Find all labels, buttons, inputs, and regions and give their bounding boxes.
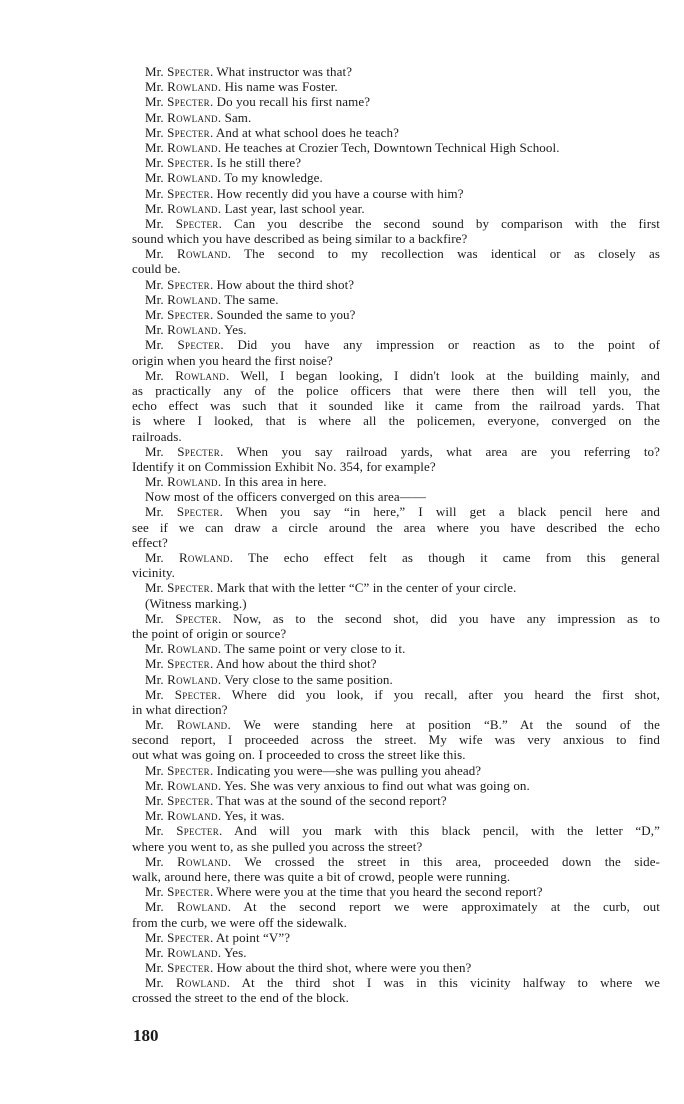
- line-text: When you say railroad yards, what area are you referring to?: [236, 443, 660, 459]
- text-line: Mr. Specter. Mark that with the letter “C” in the center of your circle.: [145, 580, 517, 596]
- testimony-paragraph: [132, 899, 660, 929]
- line-text: Sounded the same to you?: [216, 307, 356, 322]
- speaker-prefix: Mr.: [145, 79, 164, 95]
- speaker-name: Specter: [167, 762, 210, 778]
- line-text: Identify it on Commission Exhibit No. 354, for example?: [132, 458, 436, 474]
- speaker-prefix: Mr.: [145, 762, 164, 778]
- speaker-name: Specter: [167, 929, 210, 945]
- text-line: Mr. Rowland. Yes, it was.: [145, 808, 285, 824]
- text-line: Mr. Specter. Can you describe the second sound by comparison with the first: [145, 215, 660, 231]
- text-line: [132, 565, 660, 580]
- speaker-name: Rowland: [175, 367, 226, 383]
- line-text: echo effect was such that it sounded like it came from the railroad yards. That: [132, 398, 660, 414]
- speaker-prefix: Mr.: [145, 246, 164, 262]
- speaker-prefix: Mr.: [145, 550, 164, 565]
- testimony-paragraph: [132, 474, 660, 489]
- speaker-name: Specter: [167, 185, 210, 201]
- line-text: the point of origin or source?: [132, 625, 287, 641]
- speaker-prefix: Mr.: [145, 808, 164, 824]
- line-text: Last year, last school year.: [224, 200, 365, 216]
- line-text: Very close to the same position.: [224, 671, 393, 687]
- text-line: Mr. Rowland. Sam.: [145, 109, 252, 125]
- speaker-prefix: Mr.: [145, 899, 164, 915]
- testimony-paragraph: [132, 337, 660, 367]
- line-text: vicinity.: [132, 565, 176, 581]
- line-text: effect?: [132, 534, 168, 550]
- text-line: Mr. Rowland. Yes. She was very anxious to find out what was going on.: [145, 777, 530, 793]
- testimony-paragraph: [132, 930, 660, 945]
- text-line: Mr. Specter. Where did you look, if you recall, after you heard the first shot,: [145, 686, 660, 702]
- speaker-name: Specter: [177, 337, 221, 353]
- testimony-paragraph: [132, 823, 660, 853]
- speaker-prefix: Mr.: [145, 200, 164, 216]
- text-line: Mr. Rowland. The second to my recollection was identical or as closely as: [145, 246, 660, 262]
- line-text: Yes.: [224, 944, 247, 960]
- text-line: Mr. Specter. And at what school does he teach?: [145, 124, 399, 140]
- speaker-prefix: Mr.: [145, 610, 164, 626]
- testimony-paragraph: [132, 292, 660, 307]
- line-text: Can you describe the second sound by comparison with the first: [234, 215, 660, 231]
- speaker-name: Specter: [167, 884, 210, 900]
- testimony-paragraph: [132, 854, 660, 884]
- text-line: [132, 353, 660, 368]
- speaker-name: Rowland: [167, 944, 218, 960]
- speaker-prefix: Mr.: [145, 109, 164, 125]
- testimony-paragraph: [132, 611, 660, 641]
- speaker-name: Specter: [167, 960, 210, 976]
- text-line: Mr. Specter. At point “V”?: [145, 929, 291, 945]
- line-text: In this area in here.: [224, 474, 327, 490]
- speaker-name: Specter: [167, 276, 210, 292]
- testimony-paragraph: [132, 489, 660, 504]
- text-line: [132, 732, 660, 747]
- speaker-prefix: Mr.: [145, 322, 164, 338]
- text-line: Mr. Rowland. Very close to the same position.: [145, 671, 393, 687]
- line-text: When you say “in here,” I will get a black pencil here and: [235, 504, 660, 520]
- text-line: [132, 535, 660, 550]
- testimony-paragraph: [132, 580, 660, 595]
- text-line: Mr. Rowland. Last year, last school year.: [145, 200, 365, 216]
- text-line: Mr. Rowland. To my knowledge.: [145, 170, 323, 186]
- speaker-prefix: Mr.: [145, 853, 164, 869]
- speaker-name: Specter: [167, 656, 210, 672]
- line-text: And how about the third shot?: [215, 656, 377, 672]
- speaker-prefix: Mr.: [145, 975, 164, 991]
- line-text: Yes, it was.: [224, 808, 285, 824]
- line-text: (Witness marking.): [145, 595, 247, 611]
- testimony-paragraph: [132, 277, 660, 292]
- testimony-paragraph: [132, 79, 660, 94]
- speaker-name: Specter: [167, 793, 210, 808]
- text-line: Mr. Rowland. At the third shot I was in this vicinity halfway to where we: [145, 975, 660, 991]
- line-text: The second to my recollection was identical or as closely as: [244, 246, 660, 262]
- speaker-name: Specter: [175, 215, 219, 231]
- speaker-prefix: Mr.: [145, 337, 164, 353]
- speaker-name: Rowland: [167, 170, 218, 186]
- line-text: That was at the sound of the second report?: [216, 793, 447, 808]
- testimony-paragraph: [132, 596, 660, 611]
- testimony-paragraph: [132, 216, 660, 246]
- speaker-name: Rowland: [167, 671, 218, 687]
- text-line: Mr. Rowland. Yes.: [145, 944, 247, 960]
- speaker-name: Rowland: [167, 139, 218, 155]
- text-line: [132, 413, 660, 428]
- line-text: We crossed the street in this area, proceeded down the side-: [244, 853, 660, 869]
- speaker-name: Rowland: [167, 322, 218, 338]
- testimony-paragraph: [132, 110, 660, 125]
- speaker-prefix: Mr.: [145, 671, 164, 687]
- text-line: Mr. Specter. Now, as to the second shot, did you have any impression as to: [145, 610, 660, 626]
- line-text: Yes. She was very anxious to find out what was going on.: [224, 777, 530, 793]
- line-text: Do you recall his first name?: [216, 94, 371, 110]
- text-line: Mr. Specter. Is he still there?: [145, 155, 302, 171]
- speaker-prefix: Mr.: [145, 944, 164, 960]
- speaker-prefix: Mr.: [145, 139, 164, 155]
- testimony-paragraph: [132, 444, 660, 474]
- text-line: [132, 231, 660, 246]
- text-line: [132, 869, 660, 884]
- line-text: The same.: [224, 291, 279, 307]
- line-text: How about the third shot?: [216, 276, 355, 292]
- line-text: We were standing here at position “B.” At the sound of the: [243, 717, 660, 733]
- line-text: What instructor was that?: [216, 64, 353, 79]
- line-text: see if we can draw a circle around the area where you have described the echo: [132, 519, 660, 535]
- text-line: Mr. Rowland. Well, I began looking, I didn't look at the building mainly, and: [145, 367, 660, 383]
- testimony-paragraph: [132, 550, 660, 580]
- text-line: [132, 398, 660, 413]
- speaker-name: Specter: [175, 610, 219, 626]
- line-text: At the second report we were approximately at the curb, out: [243, 899, 660, 915]
- text-line: Mr. Rowland. At the second report we were approximately at the curb, out: [145, 899, 660, 915]
- line-text: from the curb, we were off the sidewalk.: [132, 914, 347, 930]
- line-text: Yes.: [224, 322, 247, 338]
- line-text: How about the third shot, where were you then?: [216, 960, 472, 976]
- line-text: out what was going on. I proceeded to cross the street like this.: [132, 747, 466, 763]
- speaker-name: Rowland: [167, 291, 218, 307]
- testimony-paragraph: [132, 884, 660, 899]
- text-line: Mr. Specter. Sounded the same to you?: [145, 307, 356, 322]
- text-line: Mr. Rowland. The same point or very close to it.: [145, 641, 406, 657]
- testimony-paragraph: [132, 186, 660, 201]
- text-line: Mr. Rowland. We crossed the street in this area, proceeded down the side-: [145, 853, 660, 869]
- speaker-name: Specter: [167, 307, 210, 322]
- text-line: [132, 747, 660, 762]
- text-line: Mr. Specter. What instructor was that?: [145, 64, 353, 79]
- line-text: The echo effect felt as though it came from this general: [248, 550, 660, 565]
- text-line: [132, 839, 660, 854]
- line-text: Now most of the officers converged on this area——: [145, 489, 426, 505]
- page-number: 180: [133, 1026, 159, 1045]
- line-text: is where I looked, that is where all the policemen, everyone, converged on the: [132, 413, 660, 429]
- speaker-name: Rowland: [175, 975, 227, 991]
- line-text: Sam.: [224, 109, 252, 125]
- text-line: Mr. Specter. When you say “in here,” I will get a black pencil here and: [145, 504, 660, 520]
- line-text: At the third shot I was in this vicinity halfway to where we: [241, 975, 660, 991]
- testimony-paragraph: [132, 672, 660, 687]
- line-text: Indicating you were—she was pulling you ahead?: [216, 762, 482, 778]
- line-text: The same point or very close to it.: [224, 641, 406, 657]
- text-line: [132, 429, 660, 444]
- testimony-paragraph: [132, 94, 660, 109]
- text-line: Mr. Specter. How about the third shot?: [145, 276, 355, 292]
- text-line: Mr. Specter. Do you recall his first name?: [145, 94, 371, 110]
- speaker-name: Rowland: [167, 641, 218, 657]
- text-line: [132, 702, 660, 717]
- text-line: [132, 990, 660, 1005]
- speaker-prefix: Mr.: [145, 777, 164, 793]
- testimony-paragraph: [132, 322, 660, 337]
- speaker-prefix: Mr.: [145, 686, 164, 702]
- speaker-name: Specter: [176, 823, 220, 839]
- speaker-name: Rowland: [167, 200, 218, 216]
- testimony-paragraph: [132, 368, 660, 444]
- line-text: Where did you look, if you recall, after you heard the first shot,: [231, 686, 660, 702]
- text-line: [132, 383, 660, 398]
- speaker-prefix: Mr.: [145, 215, 164, 231]
- line-text: origin when you heard the first noise?: [132, 352, 333, 368]
- speaker-prefix: Mr.: [145, 641, 164, 657]
- speaker-name: Specter: [167, 94, 210, 110]
- speaker-prefix: Mr.: [145, 717, 164, 733]
- text-line: Mr. Rowland. Yes.: [145, 322, 247, 338]
- speaker-name: Specter: [176, 504, 220, 520]
- speaker-name: Rowland: [176, 899, 228, 915]
- speaker-prefix: Mr.: [145, 124, 164, 140]
- line-text: He teaches at Crozier Tech, Downtown Technical High School.: [224, 139, 560, 155]
- speaker-prefix: Mr.: [145, 504, 164, 520]
- line-text: Mark that with the letter “C” in the center of your circle.: [216, 580, 517, 596]
- text-line: Mr. Specter. And will you mark with this black pencil, with the letter “D,”: [145, 823, 660, 839]
- text-line: [132, 520, 660, 535]
- testimony-paragraph: [132, 641, 660, 656]
- line-text: And at what school does he teach?: [215, 124, 399, 140]
- text-line: [132, 915, 660, 930]
- testimony-paragraph: [132, 717, 660, 763]
- testimony-paragraph: [132, 155, 660, 170]
- speaker-prefix: Mr.: [145, 443, 164, 459]
- text-line: Mr. Specter. Indicating you were—she was pulling you ahead?: [145, 762, 482, 778]
- text-line: Mr. Specter. And how about the third shot?: [145, 656, 377, 672]
- speaker-prefix: Mr.: [145, 793, 164, 808]
- text-line: Mr. Specter. How about the third shot, where were you then?: [145, 960, 472, 976]
- testimony-paragraph: [132, 656, 660, 671]
- speaker-prefix: Mr.: [145, 291, 164, 307]
- testimony-paragraph: [132, 778, 660, 793]
- text-line: Mr. Specter. Where were you at the time that you heard the second report?: [145, 884, 543, 900]
- testimony-paragraph: [132, 307, 660, 322]
- speaker-prefix: Mr.: [145, 580, 164, 596]
- speaker-prefix: Mr.: [145, 960, 164, 976]
- testimony-paragraph: [132, 125, 660, 140]
- speaker-prefix: Mr.: [145, 170, 164, 186]
- line-text: At point “V”?: [215, 929, 291, 945]
- line-text: in what direction?: [132, 701, 228, 717]
- speaker-prefix: Mr.: [145, 367, 164, 383]
- speaker-prefix: Mr.: [145, 474, 164, 490]
- text-line: [132, 489, 660, 504]
- testimony-paragraph: [132, 687, 660, 717]
- line-text: Did you have any impression or reaction as to the point of: [237, 337, 660, 353]
- line-text: And will you mark with this black pencil, with the letter “D,”: [234, 823, 660, 839]
- text-line: [132, 596, 660, 611]
- testimony-paragraph: [132, 246, 660, 276]
- speaker-name: Rowland: [177, 853, 228, 869]
- text-line: [132, 459, 660, 474]
- testimony-paragraph: [132, 64, 660, 79]
- line-text: where you went to, as she pulled you across the street?: [132, 838, 423, 854]
- testimony-paragraph: [132, 504, 660, 550]
- text-line: Mr. Rowland. The echo effect felt as though it came from this general: [145, 550, 660, 565]
- line-text: Now, as to the second shot, did you have any impression as to: [233, 610, 660, 626]
- text-line: Mr. Rowland. The same.: [145, 291, 279, 307]
- text-line: Mr. Rowland. We were standing here at position “B.” At the sound of the: [145, 717, 660, 733]
- line-text: Is he still there?: [216, 155, 302, 171]
- testimony-paragraph: [132, 975, 660, 1005]
- line-text: railroads.: [132, 428, 182, 444]
- speaker-prefix: Mr.: [145, 155, 164, 171]
- speaker-name: Specter: [177, 443, 221, 459]
- line-text: Well, I began looking, I didn't look at the building mainly, and: [240, 367, 660, 383]
- testimony-paragraph: [132, 140, 660, 155]
- text-line: Mr. Rowland. His name was Foster.: [145, 79, 338, 95]
- text-line: Mr. Specter. Did you have any impression or reaction as to the point of: [145, 337, 660, 353]
- text-line: [132, 626, 660, 641]
- transcript-body: [132, 64, 660, 1006]
- speaker-name: Rowland: [167, 109, 218, 125]
- line-text: crossed the street to the end of the block.: [132, 990, 349, 1006]
- testimony-paragraph: [132, 808, 660, 823]
- speaker-prefix: Mr.: [145, 307, 164, 322]
- speaker-prefix: Mr.: [145, 185, 164, 201]
- speaker-name: Rowland: [167, 79, 218, 95]
- testimony-paragraph: [132, 201, 660, 216]
- speaker-prefix: Mr.: [145, 656, 164, 672]
- speaker-name: Specter: [167, 64, 210, 79]
- text-line: Mr. Rowland. In this area in here.: [145, 474, 327, 490]
- speaker-name: Specter: [167, 580, 210, 596]
- speaker-prefix: Mr.: [145, 64, 164, 79]
- line-text: walk, around here, there was quite a bit of crowd, people were running.: [132, 868, 511, 884]
- speaker-name: Rowland: [167, 474, 218, 490]
- line-text: sound which you have described as being similar to a backfire?: [132, 231, 468, 247]
- speaker-prefix: Mr.: [145, 276, 164, 292]
- speaker-prefix: Mr.: [145, 884, 164, 900]
- line-text: To my knowledge.: [224, 170, 323, 186]
- text-line: Mr. Specter. How recently did you have a course with him?: [145, 185, 464, 201]
- line-text: His name was Foster.: [224, 79, 338, 95]
- text-line: Mr. Specter. When you say railroad yards, what area are you referring to?: [145, 443, 660, 459]
- speaker-name: Rowland: [178, 550, 230, 565]
- text-line: [132, 261, 660, 276]
- text-line: Mr. Specter. That was at the sound of the second report?: [145, 793, 447, 808]
- line-text: second report, I proceeded across the street. My wife was very anxious to find: [132, 732, 660, 748]
- testimony-paragraph: [132, 945, 660, 960]
- testimony-paragraph: [132, 763, 660, 778]
- line-text: as practically any of the police officers that were there then will tell you, the: [132, 382, 660, 398]
- testimony-paragraph: [132, 793, 660, 808]
- speaker-name: Rowland: [176, 246, 228, 262]
- speaker-prefix: Mr.: [145, 823, 164, 839]
- testimony-paragraph: [132, 960, 660, 975]
- speaker-name: Rowland: [167, 777, 218, 793]
- speaker-name: Specter: [167, 124, 210, 140]
- speaker-prefix: Mr.: [145, 929, 164, 945]
- line-text: Where were you at the time that you heard the second report?: [216, 884, 543, 900]
- line-text: How recently did you have a course with him?: [216, 185, 464, 201]
- speaker-name: Rowland: [176, 717, 228, 733]
- line-text: could be.: [132, 261, 181, 277]
- speaker-name: Specter: [174, 686, 218, 702]
- speaker-name: Specter: [167, 155, 210, 171]
- speaker-name: Rowland: [167, 808, 218, 824]
- testimony-paragraph: [132, 170, 660, 185]
- speaker-prefix: Mr.: [145, 94, 164, 110]
- text-line: Mr. Rowland. He teaches at Crozier Tech, Downtown Technical High School.: [145, 139, 560, 155]
